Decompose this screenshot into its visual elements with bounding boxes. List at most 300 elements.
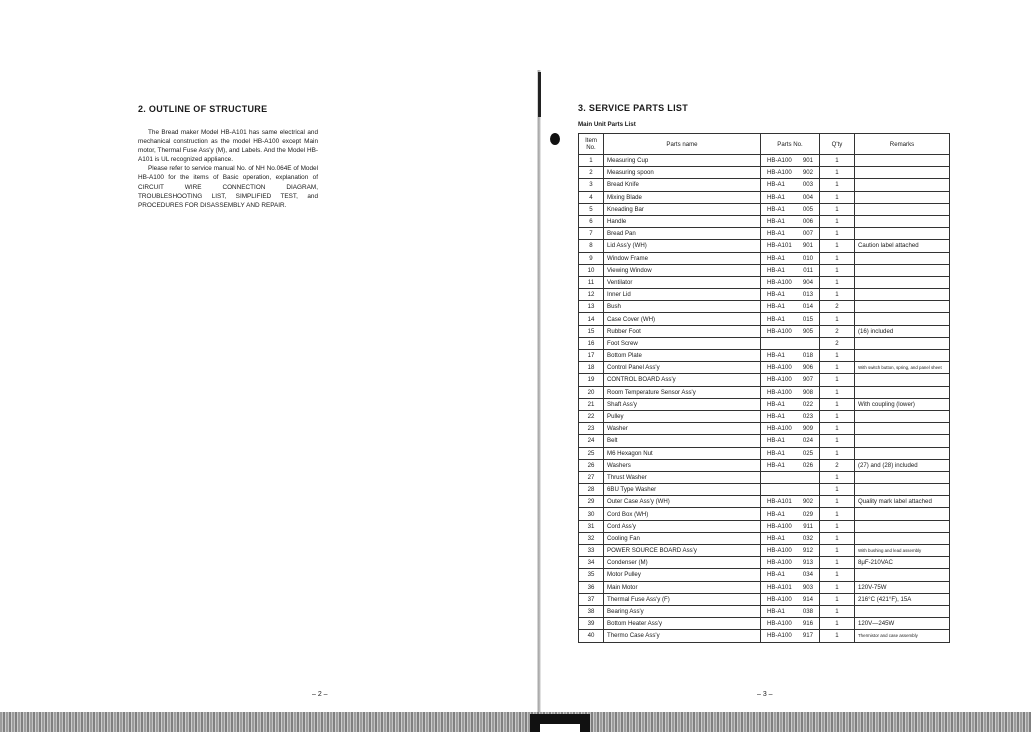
qty-cell: 1: [820, 203, 855, 215]
qty-cell: 1: [820, 618, 855, 630]
table-row: [579, 545, 950, 557]
table-row: [579, 398, 950, 410]
parts-name-cell: Viewing Window: [604, 264, 761, 276]
parts-no-cell: [761, 276, 820, 288]
remarks-cell: [855, 264, 950, 276]
table-row: [579, 215, 950, 227]
remarks-cell: [855, 386, 950, 398]
item-no-cell: 35: [579, 569, 604, 581]
table-row: [579, 447, 950, 459]
item-no-cell: 39: [579, 618, 604, 630]
qty-cell: 1: [820, 545, 855, 557]
parts-no-cell: [761, 179, 820, 191]
table-row: [579, 569, 950, 581]
outline-paragraph-2: Please refer to service manual No. of NH No.064E of Model HB-A100 for the items of Basic operation, explanation of CIRCUIT WIRE CONNECTION DIAGRAM, TROUBLESHOOTING LIST, SIMPLIFIED TEST, and PROCEDURES FOR DISASSEMBLY AND REPAIR.: [138, 165, 318, 209]
parts-name-cell: Motor Pulley: [604, 569, 761, 581]
qty-cell: 2: [820, 337, 855, 349]
remarks-cell: [855, 289, 950, 301]
header-remarks: Remarks: [855, 134, 950, 155]
item-no-cell: 14: [579, 313, 604, 325]
parts-name-cell: Control Panel Ass'y: [604, 362, 761, 374]
table-row: [579, 301, 950, 313]
remarks-cell: [855, 203, 950, 215]
parts-no-code: 909: [802, 425, 813, 433]
parts-name-cell: Bread Pan: [604, 228, 761, 240]
outline-body: [138, 128, 318, 210]
parts-no-cell: [761, 545, 820, 557]
header-item-label: Item: [585, 137, 597, 144]
table-row: [579, 155, 950, 167]
remarks-cell: [855, 252, 950, 264]
parts-no-model: HB-A1: [767, 534, 785, 542]
remarks-cell: 120V—245W: [855, 618, 950, 630]
parts-no-cell: [761, 618, 820, 630]
parts-no-model: HB-A1: [767, 266, 785, 274]
remarks-cell: [855, 228, 950, 240]
item-no-cell: 32: [579, 532, 604, 544]
remarks-cell: 216°C (421°F), 15A: [855, 593, 950, 605]
parts-name-cell: Inner Lid: [604, 289, 761, 301]
item-no-cell: 31: [579, 520, 604, 532]
item-no-cell: 11: [579, 276, 604, 288]
table-row: [579, 410, 950, 422]
parts-no-cell: [761, 520, 820, 532]
item-no-cell: 12: [579, 289, 604, 301]
parts-list-title: 3. SERVICE PARTS LIST: [578, 103, 688, 113]
remarks-cell: [855, 435, 950, 447]
qty-cell: 1: [820, 496, 855, 508]
parts-no-code: 025: [802, 449, 813, 457]
parts-no-model: HB-A1: [767, 218, 785, 226]
item-no-cell: 25: [579, 447, 604, 459]
parts-name-cell: Mixing Blade: [604, 191, 761, 203]
table-row: [579, 386, 950, 398]
parts-no-cell: [761, 471, 820, 483]
qty-cell: 1: [820, 191, 855, 203]
item-no-cell: 27: [579, 471, 604, 483]
parts-no-cell: [761, 240, 820, 252]
qty-cell: 1: [820, 350, 855, 362]
parts-no-cell: [761, 569, 820, 581]
parts-no-code: 010: [802, 254, 813, 262]
parts-no-code: 026: [802, 461, 813, 469]
parts-no-code: 902: [802, 169, 813, 177]
qty-cell: 1: [820, 569, 855, 581]
remarks-cell: [855, 191, 950, 203]
remarks-cell: [855, 423, 950, 435]
parts-no-code: 902: [802, 498, 813, 506]
parts-no-cell: [761, 447, 820, 459]
table-row: [579, 264, 950, 276]
remarks-cell: 8μF-210VAC: [855, 557, 950, 569]
parts-no-code: 003: [802, 181, 813, 189]
parts-name-cell: M6 Hexagon Nut: [604, 447, 761, 459]
item-no-cell: 18: [579, 362, 604, 374]
parts-name-cell: Foot Screw: [604, 337, 761, 349]
remarks-cell: [855, 471, 950, 483]
parts-no-code: 914: [802, 595, 813, 603]
item-no-cell: 22: [579, 410, 604, 422]
qty-cell: 1: [820, 410, 855, 422]
parts-no-cell: [761, 228, 820, 240]
parts-no-model: HB-A100: [767, 559, 792, 567]
table-row: [579, 532, 950, 544]
remarks-cell: With bushing and lead assembly: [855, 545, 950, 557]
remarks-cell: [855, 484, 950, 496]
parts-no-cell: [761, 386, 820, 398]
parts-no-code: 005: [802, 205, 813, 213]
item-no-cell: 3: [579, 179, 604, 191]
remarks-cell: [855, 569, 950, 581]
parts-name-cell: Cord Ass'y: [604, 520, 761, 532]
qty-cell: 1: [820, 520, 855, 532]
parts-no-cell: [761, 423, 820, 435]
parts-name-cell: Shaft Ass'y: [604, 398, 761, 410]
qty-cell: 1: [820, 167, 855, 179]
table-row: [579, 581, 950, 593]
qty-cell: 1: [820, 605, 855, 617]
item-no-cell: 37: [579, 593, 604, 605]
parts-no-code: 018: [802, 352, 813, 360]
remarks-cell: With coupling (lower): [855, 398, 950, 410]
qty-cell: 1: [820, 447, 855, 459]
item-no-cell: 17: [579, 350, 604, 362]
parts-name-cell: Outer Case Ass'y (WH): [604, 496, 761, 508]
parts-name-cell: Room Temperature Sensor Ass'y: [604, 386, 761, 398]
table-row: [579, 362, 950, 374]
parts-no-cell: [761, 484, 820, 496]
parts-no-cell: [761, 459, 820, 471]
remarks-cell: [855, 167, 950, 179]
qty-cell: 1: [820, 276, 855, 288]
item-no-cell: 23: [579, 423, 604, 435]
parts-no-code: 034: [802, 571, 813, 579]
item-no-cell: 5: [579, 203, 604, 215]
parts-no-cell: [761, 289, 820, 301]
parts-no-cell: [761, 337, 820, 349]
parts-no-code: 007: [802, 230, 813, 238]
parts-name-cell: Bottom Plate: [604, 350, 761, 362]
parts-no-model: HB-A101: [767, 242, 792, 250]
remarks-cell: [855, 215, 950, 227]
parts-no-code: 906: [802, 364, 813, 372]
parts-no-cell: [761, 410, 820, 422]
qty-cell: 1: [820, 252, 855, 264]
parts-no-model: HB-A1: [767, 352, 785, 360]
parts-name-cell: Case Cover (WH): [604, 313, 761, 325]
parts-no-cell: [761, 374, 820, 386]
table-row: [579, 276, 950, 288]
item-no-cell: 9: [579, 252, 604, 264]
qty-cell: 1: [820, 435, 855, 447]
parts-name-cell: Condenser (M): [604, 557, 761, 569]
parts-name-cell: Ventilator: [604, 276, 761, 288]
remarks-cell: [855, 605, 950, 617]
table-row: [579, 484, 950, 496]
item-no-cell: 7: [579, 228, 604, 240]
parts-no-cell: [761, 252, 820, 264]
parts-no-code: 022: [802, 400, 813, 408]
qty-cell: 1: [820, 386, 855, 398]
parts-name-cell: Pulley: [604, 410, 761, 422]
parts-no-code: 916: [802, 620, 813, 628]
parts-no-model: HB-A100: [767, 595, 792, 603]
parts-no-model: HB-A1: [767, 230, 785, 238]
parts-name-cell: Kneading Bar: [604, 203, 761, 215]
parts-no-cell: [761, 557, 820, 569]
item-no-cell: 16: [579, 337, 604, 349]
table-row: [579, 471, 950, 483]
remarks-cell: [855, 374, 950, 386]
parts-no-model: HB-A100: [767, 425, 792, 433]
parts-no-model: HB-A100: [767, 388, 792, 396]
parts-name-cell: Main Motor: [604, 581, 761, 593]
parts-no-cell: [761, 350, 820, 362]
qty-cell: 1: [820, 240, 855, 252]
parts-name-cell: Washer: [604, 423, 761, 435]
parts-no-model: HB-A100: [767, 364, 792, 372]
parts-no-cell: [761, 264, 820, 276]
parts-no-cell: [761, 362, 820, 374]
table-row: [579, 167, 950, 179]
parts-no-model: HB-A1: [767, 400, 785, 408]
parts-no-code: 911: [803, 522, 813, 530]
table-row: [579, 252, 950, 264]
parts-no-code: 023: [802, 413, 813, 421]
qty-cell: 1: [820, 264, 855, 276]
parts-table-body: [579, 155, 950, 643]
remarks-cell: With switch button, spring, and panel sheet: [855, 362, 950, 374]
remarks-cell: [855, 179, 950, 191]
parts-no-cell: [761, 496, 820, 508]
remarks-cell: [855, 520, 950, 532]
table-row: [579, 593, 950, 605]
parts-table: [578, 133, 950, 643]
qty-cell: 1: [820, 362, 855, 374]
item-no-cell: 30: [579, 508, 604, 520]
qty-cell: 1: [820, 508, 855, 520]
parts-name-cell: Thrust Washer: [604, 471, 761, 483]
parts-no-model: HB-A1: [767, 437, 785, 445]
parts-no-code: 905: [802, 327, 813, 335]
parts-no-cell: [761, 593, 820, 605]
table-header-row: [579, 134, 950, 155]
parts-name-cell: Measuring spoon: [604, 167, 761, 179]
table-row: [579, 508, 950, 520]
parts-no-code: 015: [802, 315, 813, 323]
parts-name-cell: Rubber Foot: [604, 325, 761, 337]
parts-no-code: 912: [802, 547, 813, 555]
outline-title: 2. OUTLINE OF STRUCTURE: [138, 104, 268, 114]
parts-no-model: HB-A100: [767, 157, 792, 165]
parts-name-cell: Cord Box (WH): [604, 508, 761, 520]
table-row: [579, 459, 950, 471]
item-no-cell: 33: [579, 545, 604, 557]
table-row: [579, 289, 950, 301]
parts-no-code: 006: [802, 218, 813, 226]
qty-cell: 1: [820, 215, 855, 227]
qty-cell: 1: [820, 593, 855, 605]
parts-name-cell: POWER SOURCE BOARD Ass'y: [604, 545, 761, 557]
parts-no-code: 038: [802, 608, 813, 616]
table-row: [579, 313, 950, 325]
item-no-cell: 20: [579, 386, 604, 398]
parts-no-code: 013: [802, 291, 813, 299]
parts-no-code: 907: [802, 376, 813, 384]
item-no-cell: 21: [579, 398, 604, 410]
parts-name-cell: Cooling Fan: [604, 532, 761, 544]
parts-no-model: HB-A101: [767, 498, 792, 506]
item-no-cell: 2: [579, 167, 604, 179]
remarks-cell: [855, 337, 950, 349]
parts-no-cell: [761, 435, 820, 447]
remarks-cell: Caution label attached: [855, 240, 950, 252]
table-row: [579, 228, 950, 240]
parts-no-code: 901: [802, 242, 813, 250]
parts-name-cell: Measuring Cup: [604, 155, 761, 167]
parts-no-model: HB-A100: [767, 169, 792, 177]
table-row: [579, 605, 950, 617]
parts-no-code: 903: [802, 583, 813, 591]
remarks-cell: [855, 508, 950, 520]
parts-no-cell: [761, 532, 820, 544]
item-no-cell: 26: [579, 459, 604, 471]
parts-no-code: 901: [802, 157, 813, 165]
item-no-cell: 15: [579, 325, 604, 337]
item-no-cell: 19: [579, 374, 604, 386]
parts-no-model: HB-A1: [767, 193, 785, 201]
remarks-cell: [855, 313, 950, 325]
parts-no-model: HB-A1: [767, 181, 785, 189]
parts-name-cell: Window Frame: [604, 252, 761, 264]
item-no-cell: 1: [579, 155, 604, 167]
parts-name-cell: Bottom Heater Ass'y: [604, 618, 761, 630]
parts-no-code: 913: [802, 559, 813, 567]
qty-cell: 2: [820, 459, 855, 471]
item-no-cell: 36: [579, 581, 604, 593]
table-row: [579, 203, 950, 215]
qty-cell: 1: [820, 374, 855, 386]
table-row: [579, 374, 950, 386]
parts-no-model: HB-A100: [767, 620, 792, 628]
parts-no-cell: [761, 398, 820, 410]
parts-no-model: HB-A100: [767, 327, 792, 335]
parts-name-cell: Bearing Ass'y: [604, 605, 761, 617]
table-row: [579, 240, 950, 252]
parts-no-cell: [761, 203, 820, 215]
parts-name-cell: Thermo Case Ass'y: [604, 630, 761, 642]
remarks-cell: 120V-75W: [855, 581, 950, 593]
header-parts-no: Parts No.: [761, 134, 820, 155]
qty-cell: 1: [820, 471, 855, 483]
parts-no-model: HB-A1: [767, 303, 785, 311]
scan-edge-gap: [540, 724, 580, 732]
parts-name-cell: Thermal Fuse Ass'y (F): [604, 593, 761, 605]
parts-name-cell: Bush: [604, 301, 761, 313]
parts-no-cell: [761, 167, 820, 179]
parts-no-code: 908: [802, 388, 813, 396]
parts-no-code: 011: [803, 266, 813, 274]
item-no-cell: 29: [579, 496, 604, 508]
item-no-cell: 13: [579, 301, 604, 313]
parts-no-model: HB-A1: [767, 608, 785, 616]
header-parts-name: Parts name: [604, 134, 761, 155]
item-no-cell: 24: [579, 435, 604, 447]
parts-no-model: HB-A100: [767, 278, 792, 286]
parts-no-cell: [761, 581, 820, 593]
parts-name-cell: 6BU Type Washer: [604, 484, 761, 496]
item-no-cell: 28: [579, 484, 604, 496]
remarks-cell: [855, 410, 950, 422]
remarks-cell: [855, 301, 950, 313]
parts-no-code: 029: [802, 510, 813, 518]
parts-no-cell: [761, 155, 820, 167]
parts-no-cell: [761, 605, 820, 617]
parts-list-subtitle: Main Unit Parts List: [578, 121, 636, 128]
page-number-left: – 2 –: [312, 691, 328, 698]
remarks-cell: [855, 276, 950, 288]
table-row: [579, 435, 950, 447]
table-row: [579, 496, 950, 508]
item-no-cell: 8: [579, 240, 604, 252]
qty-cell: 1: [820, 179, 855, 191]
parts-no-cell: [761, 191, 820, 203]
qty-cell: 2: [820, 301, 855, 313]
remarks-cell: [855, 532, 950, 544]
remarks-cell: Thermistor and case assembly: [855, 630, 950, 642]
header-qty: Q'ty: [820, 134, 855, 155]
parts-no-model: HB-A1: [767, 571, 785, 579]
table-row: [579, 325, 950, 337]
parts-no-cell: [761, 325, 820, 337]
parts-name-cell: Washers: [604, 459, 761, 471]
parts-name-cell: Belt: [604, 435, 761, 447]
parts-name-cell: CONTROL BOARD Ass'y: [604, 374, 761, 386]
parts-no-model: HB-A1: [767, 254, 785, 262]
item-no-cell: 40: [579, 630, 604, 642]
remarks-cell: [855, 155, 950, 167]
parts-no-code: 032: [802, 534, 813, 542]
qty-cell: 1: [820, 155, 855, 167]
parts-no-model: HB-A101: [767, 583, 792, 591]
qty-cell: 1: [820, 423, 855, 435]
parts-no-cell: [761, 215, 820, 227]
parts-name-cell: Handle: [604, 215, 761, 227]
qty-cell: 1: [820, 289, 855, 301]
parts-no-model: HB-A1: [767, 413, 785, 421]
qty-cell: 1: [820, 557, 855, 569]
table-row: [579, 179, 950, 191]
table-row: [579, 350, 950, 362]
parts-no-model: HB-A1: [767, 449, 785, 457]
table-row: [579, 191, 950, 203]
header-item-no: [579, 134, 604, 155]
remarks-cell: [855, 350, 950, 362]
table-row: [579, 423, 950, 435]
parts-no-model: HB-A100: [767, 547, 792, 555]
table-row: [579, 630, 950, 642]
parts-no-model: HB-A100: [767, 376, 792, 384]
parts-name-cell: Bread Knife: [604, 179, 761, 191]
item-no-cell: 6: [579, 215, 604, 227]
parts-name-cell: Lid Ass'y (WH): [604, 240, 761, 252]
parts-no-code: 904: [802, 278, 813, 286]
remarks-cell: (27) and (28) included: [855, 459, 950, 471]
remarks-cell: Quality mark label attached: [855, 496, 950, 508]
item-no-cell: 10: [579, 264, 604, 276]
outline-paragraph-1: The Bread maker Model HB-A101 has same electrical and mechanical construction as the model HB-A100 except Main motor, Thermal Fuse Ass'y (M), and Labels. And the Model HB-A101 is UL recognized appliance.: [138, 129, 318, 164]
parts-no-model: HB-A1: [767, 461, 785, 469]
